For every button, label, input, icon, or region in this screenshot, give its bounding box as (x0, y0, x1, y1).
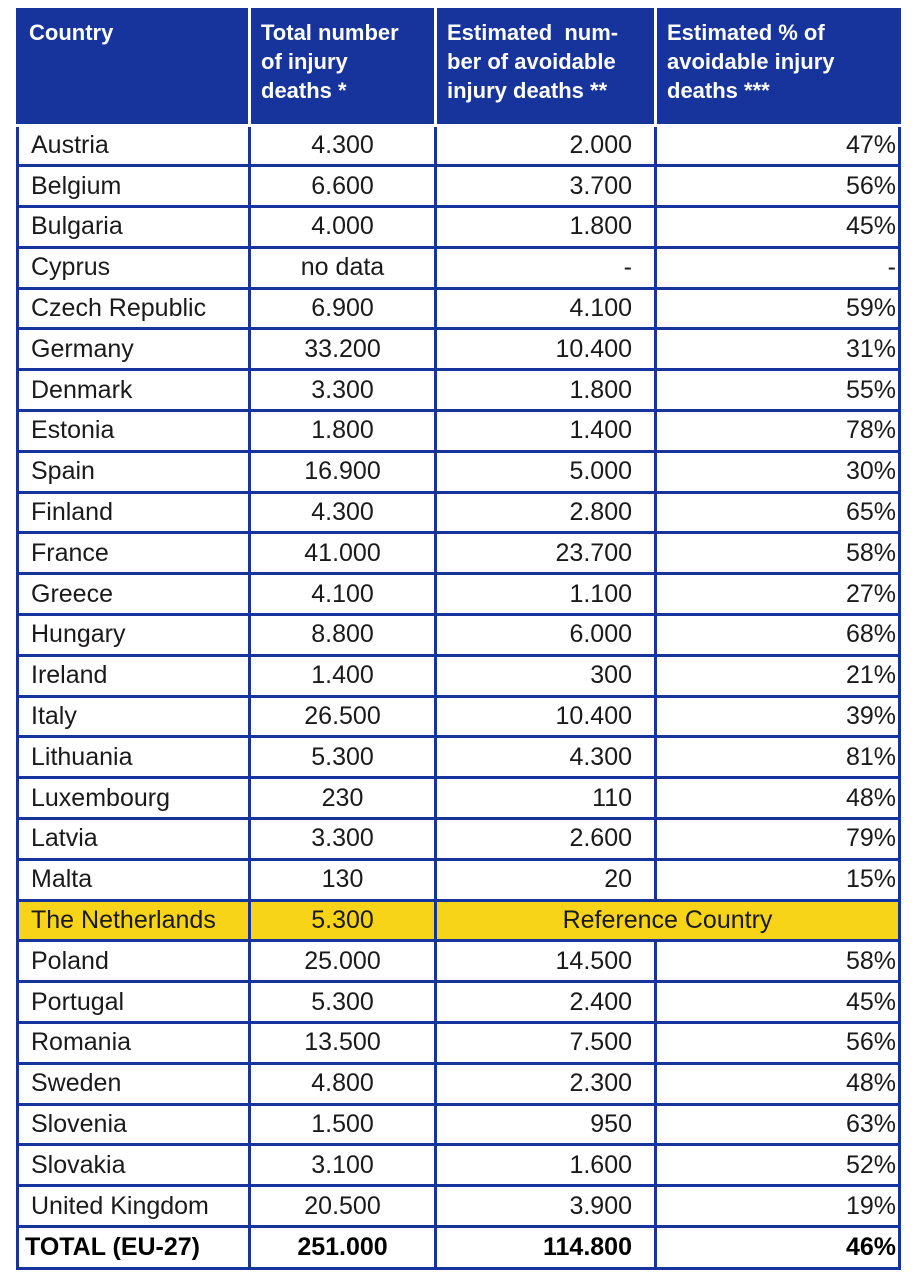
avoidable-percent-cell: 45% (656, 982, 900, 1023)
header-avoidable-percent-line-2: avoidable injury (667, 49, 835, 74)
total-deaths-cell: 13.500 (250, 1023, 436, 1064)
country-cell: United Kingdom (18, 1186, 250, 1227)
country-cell: Latvia (18, 819, 250, 860)
country-cell: Italy (18, 696, 250, 737)
total-deaths-cell: 251.000 (250, 1227, 436, 1269)
total-deaths-cell: 3.300 (250, 370, 436, 411)
country-cell: Spain (18, 451, 250, 492)
country-cell: Austria (18, 125, 250, 166)
table-row (18, 207, 900, 248)
total-deaths-cell: 230 (250, 778, 436, 819)
avoidable-percent-cell: 45% (656, 207, 900, 248)
table-row (18, 859, 900, 900)
total-deaths-cell: 4.100 (250, 574, 436, 615)
avoidable-deaths-cell: 5.000 (436, 451, 656, 492)
country-cell: Denmark (18, 370, 250, 411)
avoidable-deaths-cell: 2.800 (436, 492, 656, 533)
country-cell: Portugal (18, 982, 250, 1023)
avoidable-deaths-cell: 1.800 (436, 370, 656, 411)
header-row (18, 8, 900, 125)
total-deaths-cell: 16.900 (250, 451, 436, 492)
avoidable-deaths-cell: 3.700 (436, 166, 656, 207)
country-cell: Malta (18, 859, 250, 900)
table-row (18, 288, 900, 329)
total-label-cell: TOTAL (EU-27) (18, 1227, 250, 1269)
total-deaths-cell: 4.800 (250, 1063, 436, 1104)
country-cell: Czech Republic (18, 288, 250, 329)
country-cell: The Netherlands (18, 900, 250, 941)
total-avoidable-cell: 114.800 (436, 1227, 656, 1269)
total-deaths-cell: 5.300 (250, 737, 436, 778)
total-percent-cell: 46% (656, 1227, 900, 1269)
avoidable-percent-cell: 63% (656, 1104, 900, 1145)
avoidable-deaths-cell: 4.100 (436, 288, 656, 329)
table-row (18, 778, 900, 819)
total-deaths-cell: 33.200 (250, 329, 436, 370)
total-deaths-cell: 4.300 (250, 492, 436, 533)
avoidable-percent-cell: 56% (656, 166, 900, 207)
header-avoidable-number-line-2: ber of avoidable (447, 49, 616, 74)
country-cell: Slovenia (18, 1104, 250, 1145)
avoidable-percent-cell: 15% (656, 859, 900, 900)
avoidable-percent-cell: 19% (656, 1186, 900, 1227)
avoidable-percent-cell: 65% (656, 492, 900, 533)
country-cell: Bulgaria (18, 207, 250, 248)
avoidable-deaths-cell: 2.300 (436, 1063, 656, 1104)
table-row (18, 574, 900, 615)
header-total-line-3: deaths * (261, 78, 347, 103)
country-cell: Luxembourg (18, 778, 250, 819)
avoidable-percent-cell: 39% (656, 696, 900, 737)
header-avoidable-percent-line-1: Estimated % of (667, 20, 825, 45)
avoidable-deaths-cell: 2.400 (436, 982, 656, 1023)
total-deaths-cell: 5.300 (250, 900, 436, 941)
country-cell: Slovakia (18, 1145, 250, 1186)
total-deaths-cell: 1.500 (250, 1104, 436, 1145)
total-deaths-cell: 1.400 (250, 655, 436, 696)
table-row (18, 1186, 900, 1227)
avoidable-deaths-cell: 14.500 (436, 941, 656, 982)
header-country: Country (18, 8, 250, 125)
avoidable-percent-cell: 21% (656, 655, 900, 696)
reference-country-cell: Reference Country (436, 900, 900, 941)
header-total-line-1: Total number (261, 20, 399, 45)
avoidable-deaths-cell: 1.100 (436, 574, 656, 615)
total-deaths-cell: 26.500 (250, 696, 436, 737)
avoidable-deaths-cell: 950 (436, 1104, 656, 1145)
table-body (18, 125, 900, 1269)
avoidable-percent-cell: 55% (656, 370, 900, 411)
avoidable-deaths-cell: 7.500 (436, 1023, 656, 1064)
header-total-line-2: of injury (261, 49, 348, 74)
header-avoidable-percent-line-3: deaths *** (667, 78, 770, 103)
avoidable-percent-cell: 79% (656, 819, 900, 860)
total-deaths-cell: 3.100 (250, 1145, 436, 1186)
table-row (18, 329, 900, 370)
avoidable-deaths-cell: 1.400 (436, 411, 656, 452)
header-total (250, 8, 436, 125)
table-row (18, 1023, 900, 1064)
avoidable-percent-cell: 81% (656, 737, 900, 778)
table-row (18, 1063, 900, 1104)
table-row (18, 615, 900, 656)
table-row (18, 696, 900, 737)
avoidable-percent-cell: 52% (656, 1145, 900, 1186)
avoidable-percent-cell: 48% (656, 1063, 900, 1104)
table-row (18, 533, 900, 574)
avoidable-deaths-cell: 2.000 (436, 125, 656, 166)
avoidable-deaths-cell: 2.600 (436, 819, 656, 860)
header-avoidable-number-line-1: Estimated num- (447, 20, 619, 45)
total-deaths-cell: 5.300 (250, 982, 436, 1023)
avoidable-deaths-cell: 6.000 (436, 615, 656, 656)
table-row (18, 900, 900, 941)
avoidable-percent-cell: 59% (656, 288, 900, 329)
country-cell: Estonia (18, 411, 250, 452)
avoidable-percent-cell: 47% (656, 125, 900, 166)
header-avoidable-number-line-3: injury deaths ** (447, 78, 608, 103)
total-deaths-cell: 20.500 (250, 1186, 436, 1227)
country-cell: Cyprus (18, 247, 250, 288)
country-cell: Germany (18, 329, 250, 370)
country-cell: Greece (18, 574, 250, 615)
total-deaths-cell: 130 (250, 859, 436, 900)
table-row (18, 655, 900, 696)
total-deaths-cell: 6.600 (250, 166, 436, 207)
avoidable-deaths-cell: 3.900 (436, 1186, 656, 1227)
avoidable-deaths-cell: - (436, 247, 656, 288)
country-cell: Romania (18, 1023, 250, 1064)
avoidable-percent-cell: 48% (656, 778, 900, 819)
country-cell: Finland (18, 492, 250, 533)
injury-deaths-table (16, 8, 901, 1270)
avoidable-percent-cell: - (656, 247, 900, 288)
avoidable-deaths-cell: 300 (436, 655, 656, 696)
table-row (18, 166, 900, 207)
table-row (18, 370, 900, 411)
avoidable-deaths-cell: 10.400 (436, 329, 656, 370)
avoidable-percent-cell: 30% (656, 451, 900, 492)
avoidable-deaths-cell: 4.300 (436, 737, 656, 778)
table-row (18, 941, 900, 982)
total-deaths-cell: 1.800 (250, 411, 436, 452)
country-cell: Sweden (18, 1063, 250, 1104)
avoidable-deaths-cell: 20 (436, 859, 656, 900)
avoidable-deaths-cell: 23.700 (436, 533, 656, 574)
avoidable-deaths-cell: 1.800 (436, 207, 656, 248)
country-cell: Hungary (18, 615, 250, 656)
table-row (18, 411, 900, 452)
total-deaths-cell: 41.000 (250, 533, 436, 574)
country-cell: Lithuania (18, 737, 250, 778)
avoidable-percent-cell: 78% (656, 411, 900, 452)
total-deaths-cell: 4.300 (250, 125, 436, 166)
country-cell: France (18, 533, 250, 574)
avoidable-percent-cell: 31% (656, 329, 900, 370)
table-row (18, 1145, 900, 1186)
table-row (18, 1104, 900, 1145)
avoidable-percent-cell: 56% (656, 1023, 900, 1064)
table-row (18, 737, 900, 778)
country-cell: Ireland (18, 655, 250, 696)
avoidable-percent-cell: 68% (656, 615, 900, 656)
table-row (18, 247, 900, 288)
avoidable-deaths-cell: 1.600 (436, 1145, 656, 1186)
total-deaths-cell: no data (250, 247, 436, 288)
avoidable-percent-cell: 27% (656, 574, 900, 615)
table-row (18, 819, 900, 860)
table-row (18, 451, 900, 492)
total-deaths-cell: 3.300 (250, 819, 436, 860)
total-deaths-cell: 4.000 (250, 207, 436, 248)
table-row (18, 125, 900, 166)
country-cell: Belgium (18, 166, 250, 207)
total-deaths-cell: 8.800 (250, 615, 436, 656)
country-cell: Poland (18, 941, 250, 982)
total-deaths-cell: 6.900 (250, 288, 436, 329)
avoidable-deaths-cell: 10.400 (436, 696, 656, 737)
table-row (18, 492, 900, 533)
total-row (18, 1227, 900, 1269)
avoidable-deaths-cell: 110 (436, 778, 656, 819)
header-avoidable-percent (656, 8, 900, 125)
total-deaths-cell: 25.000 (250, 941, 436, 982)
header-avoidable-number (436, 8, 656, 125)
avoidable-percent-cell: 58% (656, 941, 900, 982)
avoidable-percent-cell: 58% (656, 533, 900, 574)
table-row (18, 982, 900, 1023)
